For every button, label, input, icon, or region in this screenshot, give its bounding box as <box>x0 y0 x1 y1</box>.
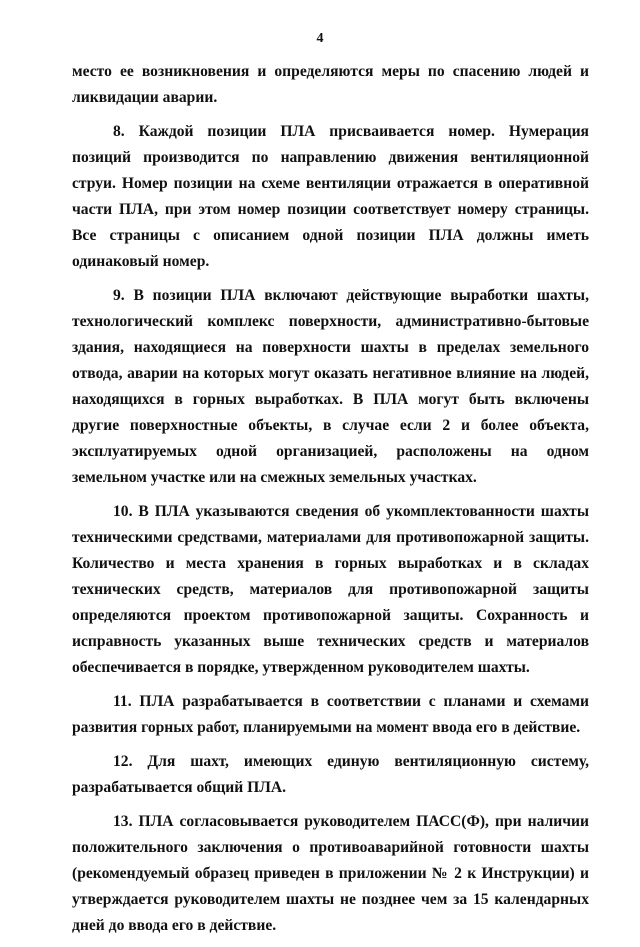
paragraph-11: 11. ПЛА разрабатывается в соответствии с планами и схемами развития горных работ, планируемыми на момент ввода его в действие. <box>72 693 589 736</box>
paragraph-8: 8. Каждой позиции ПЛА присваивается номер. Нумерация позиций производится по направлению движения вентиляционной струи. Номер позиции на схеме вентиляции отражается в оперативной части ПЛА, при этом номер позиции соответствует номеру страницы. Все страницы с описанием одной позиции ПЛА должны иметь одинаковый номер. <box>72 123 589 270</box>
paragraph-9: 9. В позиции ПЛА включают действующие выработки шахты, технологический комплекс поверхности, административно-бытовые здания, находящиеся на поверхности шахты в пределах земельного отвода, аварии на которых могут оказать негативное влияние на людей, находящихся в горных выработках. В ПЛА могут быть включены другие поверхностные объекты, в случае если 2 и более объекта, эксплуатируемых одной организацией, расположены на одном земельном участке или на смежных земельных участках. <box>72 287 589 486</box>
document-body <box>72 59 589 947</box>
paragraph-continuation: место ее возникновения и определяются меры по спасению людей и ликвидации аварии. <box>72 63 589 106</box>
paragraph-10: 10. В ПЛА указываются сведения об укомплектованности шахты техническими средствами, материалами для противопожарной защиты. Количество и места хранения в горных выработках и в складах технических средств, материалов для противопожарной защиты определяются проектом противопожарной защиты. Сохранность и исправность указанных выше технических средств и материалов обеспечивается в порядке, утвержденном руководителем шахты. <box>72 503 589 676</box>
paragraph-13: 13. ПЛА согласовывается руководителем ПАСС(Ф), при наличии положительного заключения о противоаварийной готовности шахты (рекомендуемый образец приведен в приложении № 2 к Инструкции) и утверждается руководителем шахты не позднее чем за 15 календарных дней до ввода его в действие. <box>72 813 589 934</box>
paragraph-12: 12. Для шахт, имеющих единую вентиляционную систему, разрабатывается общий ПЛА. <box>72 753 589 796</box>
page-number: 4 <box>316 31 324 46</box>
